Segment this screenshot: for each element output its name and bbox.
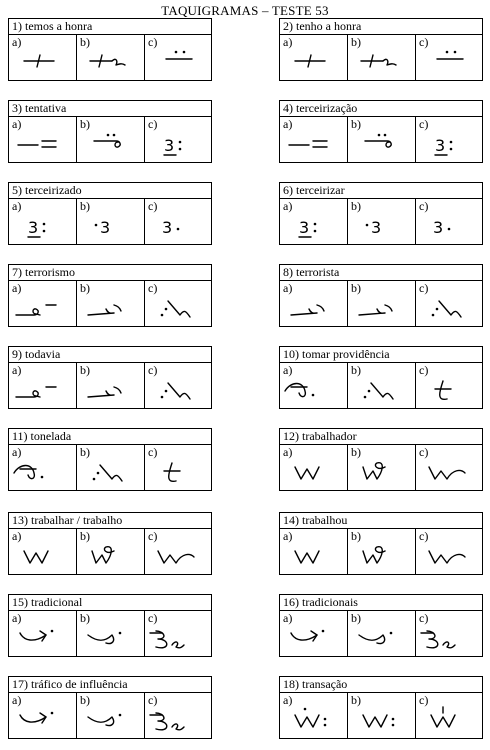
option-label: c) bbox=[148, 363, 158, 377]
shorthand-glyph bbox=[417, 623, 481, 655]
divider bbox=[347, 198, 348, 244]
divider bbox=[144, 528, 145, 574]
shorthand-glyph bbox=[281, 541, 345, 573]
test-item bbox=[279, 264, 483, 327]
item-label: 11) tonelada bbox=[12, 429, 72, 443]
divider bbox=[144, 610, 145, 656]
option-label: c) bbox=[419, 363, 429, 377]
shorthand-glyph bbox=[349, 293, 413, 325]
option-label: b) bbox=[80, 363, 90, 377]
svg-text:3: 3 bbox=[435, 136, 446, 155]
shorthand-glyph bbox=[417, 541, 481, 573]
item-label: 18) transação bbox=[283, 677, 348, 691]
shorthand-glyph bbox=[417, 47, 481, 79]
divider bbox=[347, 692, 348, 738]
option-label: c) bbox=[419, 611, 429, 625]
option-label: c) bbox=[148, 281, 158, 295]
divider bbox=[76, 116, 77, 162]
shorthand-glyph bbox=[349, 375, 413, 407]
test-item bbox=[8, 428, 212, 491]
item-label: 16) tradicionais bbox=[283, 595, 358, 609]
shorthand-glyph bbox=[10, 293, 74, 325]
divider bbox=[347, 444, 348, 490]
option-label: c) bbox=[148, 611, 158, 625]
test-item bbox=[279, 594, 483, 657]
shorthand-glyph bbox=[10, 541, 74, 573]
test-item bbox=[8, 594, 212, 657]
option-label: c) bbox=[148, 117, 158, 131]
option-label: a) bbox=[12, 693, 22, 707]
test-item bbox=[279, 428, 483, 491]
shorthand-glyph bbox=[349, 541, 413, 573]
shorthand-glyph bbox=[10, 457, 74, 489]
option-label: a) bbox=[283, 693, 293, 707]
shorthand-glyph bbox=[281, 705, 345, 737]
item-label: 17) tráfico de influência bbox=[12, 677, 128, 691]
shorthand-glyph bbox=[78, 705, 142, 737]
divider bbox=[347, 280, 348, 326]
divider bbox=[280, 362, 482, 363]
option-label: a) bbox=[12, 281, 22, 295]
test-item bbox=[279, 512, 483, 575]
divider bbox=[347, 116, 348, 162]
item-label: 9) todavia bbox=[12, 347, 61, 361]
shorthand-glyph bbox=[281, 457, 345, 489]
shorthand-glyph bbox=[281, 129, 345, 161]
shorthand-glyph bbox=[10, 623, 74, 655]
shorthand-glyph bbox=[146, 293, 210, 325]
option-label: c) bbox=[419, 281, 429, 295]
shorthand-glyph bbox=[78, 211, 142, 243]
divider bbox=[76, 280, 77, 326]
option-label: c) bbox=[419, 117, 429, 131]
shorthand-glyph bbox=[281, 375, 345, 407]
test-item bbox=[279, 100, 483, 163]
shorthand-glyph bbox=[78, 293, 142, 325]
shorthand-glyph bbox=[146, 47, 210, 79]
divider bbox=[144, 362, 145, 408]
divider bbox=[415, 198, 416, 244]
option-label: a) bbox=[12, 199, 22, 213]
shorthand-glyph bbox=[417, 211, 481, 243]
option-label: b) bbox=[351, 529, 361, 543]
divider bbox=[76, 444, 77, 490]
test-item bbox=[8, 100, 212, 163]
item-label: 1) temos a honra bbox=[12, 19, 93, 33]
shorthand-glyph bbox=[78, 47, 142, 79]
item-label: 12) trabalhador bbox=[283, 429, 357, 443]
test-item bbox=[279, 676, 483, 739]
shorthand-glyph bbox=[146, 705, 210, 737]
option-label: a) bbox=[283, 611, 293, 625]
item-label: 4) terceirização bbox=[283, 101, 358, 115]
option-label: c) bbox=[148, 35, 158, 49]
test-item bbox=[279, 18, 483, 81]
shorthand-glyph bbox=[78, 375, 142, 407]
divider bbox=[415, 362, 416, 408]
shorthand-glyph bbox=[349, 211, 413, 243]
shorthand-glyph bbox=[417, 705, 481, 737]
test-item bbox=[8, 264, 212, 327]
divider bbox=[9, 528, 211, 529]
option-label: b) bbox=[351, 445, 361, 459]
divider bbox=[9, 610, 211, 611]
divider bbox=[415, 116, 416, 162]
item-label: 2) tenho a honra bbox=[283, 19, 362, 33]
option-label: c) bbox=[148, 529, 158, 543]
divider bbox=[347, 362, 348, 408]
option-label: b) bbox=[351, 35, 361, 49]
svg-text:3: 3 bbox=[164, 136, 175, 155]
divider bbox=[76, 610, 77, 656]
option-label: a) bbox=[12, 363, 22, 377]
test-item bbox=[8, 512, 212, 575]
item-label: 3) tentativa bbox=[12, 101, 67, 115]
divider bbox=[280, 528, 482, 529]
shorthand-glyph bbox=[349, 623, 413, 655]
svg-text:3: 3 bbox=[162, 218, 173, 237]
option-label: c) bbox=[148, 199, 158, 213]
divider bbox=[76, 528, 77, 574]
shorthand-glyph bbox=[10, 211, 74, 243]
svg-text:3: 3 bbox=[28, 218, 39, 237]
shorthand-glyph bbox=[10, 375, 74, 407]
page-title: TAQUIGRAMAS – TESTE 53 bbox=[161, 3, 329, 18]
shorthand-glyph bbox=[349, 457, 413, 489]
option-label: b) bbox=[80, 199, 90, 213]
divider bbox=[144, 280, 145, 326]
option-label: c) bbox=[419, 529, 429, 543]
divider bbox=[76, 362, 77, 408]
test-item bbox=[279, 346, 483, 409]
divider bbox=[9, 362, 211, 363]
item-label: 13) trabalhar / trabalho bbox=[12, 513, 123, 527]
shorthand-glyph bbox=[417, 375, 481, 407]
test-item bbox=[279, 182, 483, 245]
shorthand-glyph bbox=[349, 129, 413, 161]
svg-text:3: 3 bbox=[371, 218, 382, 237]
option-label: a) bbox=[283, 35, 293, 49]
item-label: 8) terrorista bbox=[283, 265, 340, 279]
option-label: a) bbox=[12, 611, 22, 625]
shorthand-glyph bbox=[417, 293, 481, 325]
option-label: a) bbox=[12, 117, 22, 131]
divider bbox=[76, 34, 77, 80]
divider bbox=[144, 692, 145, 738]
divider bbox=[280, 610, 482, 611]
option-label: a) bbox=[12, 445, 22, 459]
option-label: c) bbox=[419, 693, 429, 707]
divider bbox=[415, 528, 416, 574]
option-label: b) bbox=[80, 117, 90, 131]
divider bbox=[144, 34, 145, 80]
option-label: b) bbox=[351, 117, 361, 131]
divider bbox=[415, 610, 416, 656]
item-label: 10) tomar providência bbox=[283, 347, 390, 361]
shorthand-glyph bbox=[146, 541, 210, 573]
shorthand-glyph bbox=[10, 129, 74, 161]
svg-text:3: 3 bbox=[299, 218, 310, 237]
test-item bbox=[8, 676, 212, 739]
shorthand-glyph bbox=[78, 623, 142, 655]
divider bbox=[144, 198, 145, 244]
option-label: b) bbox=[351, 281, 361, 295]
option-label: b) bbox=[351, 363, 361, 377]
divider bbox=[347, 528, 348, 574]
item-label: 14) trabalhou bbox=[283, 513, 348, 527]
shorthand-glyph bbox=[78, 129, 142, 161]
option-label: a) bbox=[283, 199, 293, 213]
divider bbox=[9, 692, 211, 693]
option-label: b) bbox=[80, 281, 90, 295]
option-label: a) bbox=[283, 445, 293, 459]
shorthand-glyph bbox=[281, 623, 345, 655]
option-label: c) bbox=[419, 35, 429, 49]
divider bbox=[415, 34, 416, 80]
divider bbox=[347, 610, 348, 656]
option-label: b) bbox=[80, 693, 90, 707]
divider bbox=[280, 280, 482, 281]
shorthand-glyph bbox=[417, 457, 481, 489]
divider bbox=[280, 34, 482, 35]
option-label: b) bbox=[80, 35, 90, 49]
shorthand-glyph bbox=[281, 211, 345, 243]
shorthand-glyph bbox=[146, 129, 210, 161]
divider bbox=[9, 444, 211, 445]
shorthand-glyph bbox=[10, 705, 74, 737]
shorthand-glyph bbox=[146, 375, 210, 407]
shorthand-glyph bbox=[281, 293, 345, 325]
divider bbox=[415, 692, 416, 738]
divider bbox=[9, 34, 211, 35]
option-label: a) bbox=[283, 363, 293, 377]
shorthand-glyph bbox=[10, 47, 74, 79]
divider bbox=[415, 444, 416, 490]
item-label: 7) terrorismo bbox=[12, 265, 75, 279]
divider bbox=[144, 116, 145, 162]
divider bbox=[9, 280, 211, 281]
option-label: a) bbox=[283, 281, 293, 295]
divider bbox=[76, 198, 77, 244]
option-label: a) bbox=[283, 529, 293, 543]
divider bbox=[144, 444, 145, 490]
option-label: a) bbox=[283, 117, 293, 131]
shorthand-glyph bbox=[78, 457, 142, 489]
shorthand-glyph bbox=[281, 47, 345, 79]
divider bbox=[280, 116, 482, 117]
divider bbox=[415, 280, 416, 326]
divider bbox=[347, 34, 348, 80]
test-item bbox=[8, 346, 212, 409]
option-label: b) bbox=[80, 445, 90, 459]
option-label: c) bbox=[148, 693, 158, 707]
divider bbox=[280, 198, 482, 199]
option-label: b) bbox=[80, 611, 90, 625]
test-item bbox=[8, 182, 212, 245]
shorthand-glyph bbox=[417, 129, 481, 161]
shorthand-glyph bbox=[78, 541, 142, 573]
shorthand-glyph bbox=[349, 705, 413, 737]
shorthand-glyph bbox=[146, 457, 210, 489]
option-label: b) bbox=[351, 199, 361, 213]
shorthand-glyph bbox=[146, 211, 210, 243]
svg-text:3: 3 bbox=[100, 218, 111, 237]
option-label: a) bbox=[12, 35, 22, 49]
divider bbox=[9, 116, 211, 117]
divider bbox=[280, 444, 482, 445]
option-label: b) bbox=[351, 693, 361, 707]
item-label: 5) terceirizado bbox=[12, 183, 82, 197]
option-label: c) bbox=[419, 199, 429, 213]
shorthand-glyph bbox=[146, 623, 210, 655]
shorthand-glyph bbox=[349, 47, 413, 79]
divider bbox=[76, 692, 77, 738]
option-label: b) bbox=[80, 529, 90, 543]
svg-text:3: 3 bbox=[433, 218, 444, 237]
item-label: 6) terceirizar bbox=[283, 183, 345, 197]
option-label: c) bbox=[419, 445, 429, 459]
option-label: a) bbox=[12, 529, 22, 543]
test-item bbox=[8, 18, 212, 81]
option-label: c) bbox=[148, 445, 158, 459]
divider bbox=[280, 692, 482, 693]
item-label: 15) tradicional bbox=[12, 595, 83, 609]
option-label: b) bbox=[351, 611, 361, 625]
divider bbox=[9, 198, 211, 199]
